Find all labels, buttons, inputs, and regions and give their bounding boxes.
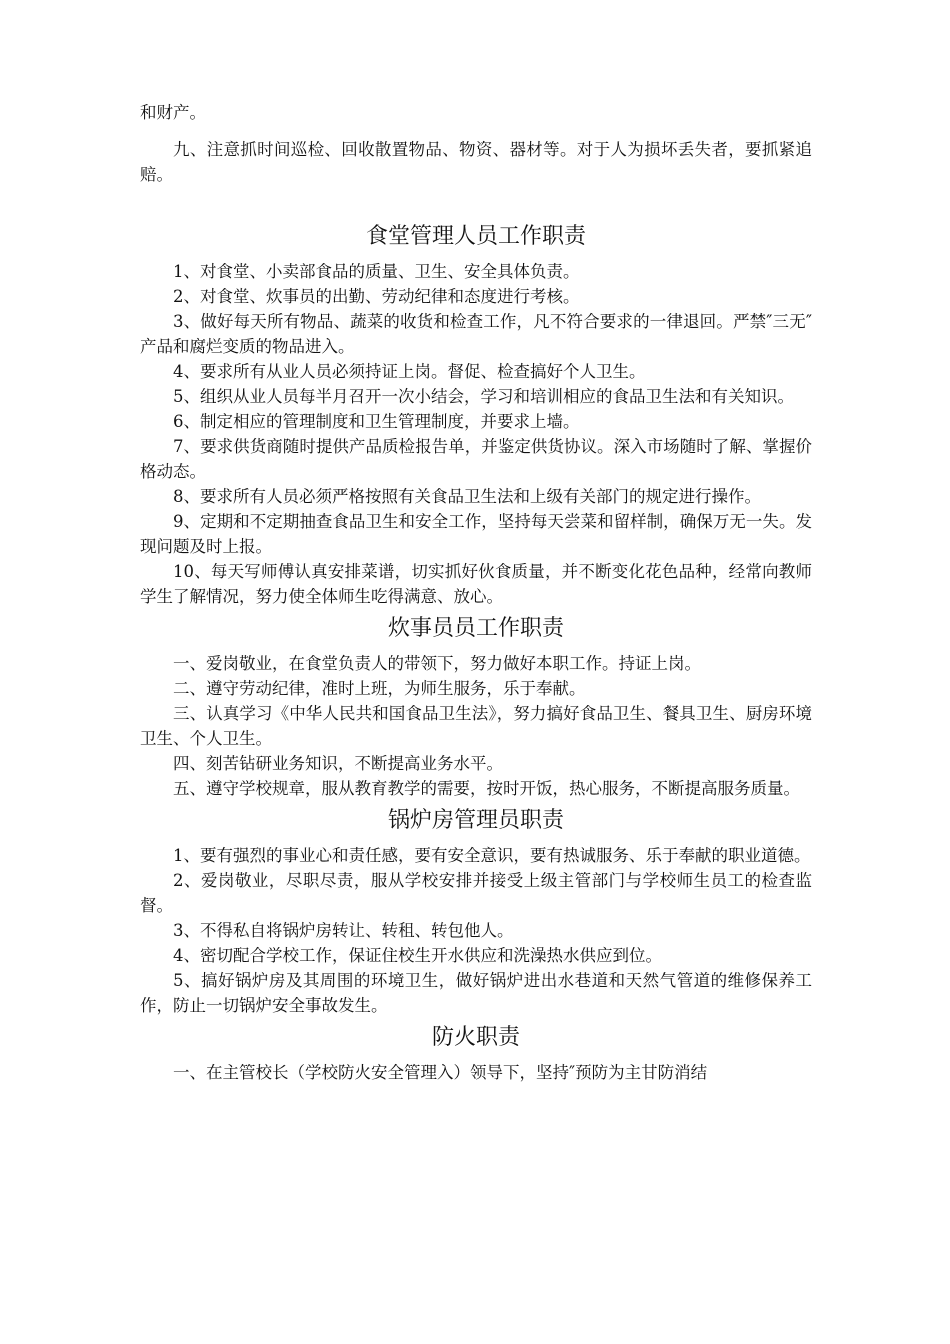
- duty-paragraph: 5、搞好锅炉房及其周围的环境卫生，做好锅炉进出水巷道和天然气管道的维修保养工作，防止一切锅炉安全事故发生。: [140, 971, 812, 1015]
- duty-paragraph: 一、爱岗敬业，在食堂负责人的带领下，努力做好本职工作。持证上岗。: [173, 654, 701, 673]
- duty-paragraph: 2、爱岗敬业，尽职尽责，服从学校安排并接受上级主管部门与学校师生员工的检查监督。: [140, 871, 812, 915]
- section-body-fire-prevention: [140, 1060, 812, 1085]
- section-title-fire-prevention: 防火职责: [431, 1025, 520, 1050]
- document-page: [140, 100, 812, 1085]
- section-title-boiler-room: 锅炉房管理员职责: [387, 808, 564, 833]
- duty-paragraph: 5、组织从业人员每半月召开一次小结会，学习和培训相应的食品卫生法和有关知识。: [173, 387, 794, 406]
- duty-paragraph: 6、制定相应的管理制度和卫生管理制度，并要求上墙。: [173, 412, 580, 431]
- duty-paragraph: 五、遵守学校规章，服从教育教学的需要，按时开饭，热心服务，不断提高服务质量。: [173, 779, 800, 798]
- duty-paragraph: 3、做好每天所有物品、蔬菜的收货和检查工作，凡不符合要求的一律退回。严禁″三无″产品和腐烂变质的物品进入。: [140, 312, 812, 356]
- duty-paragraph: 10、每天写师傅认真安排菜谱，切实抓好伙食质量，并不断变化花色品种，经常向教师学生了解情况，努力使全体师生吃得满意、放心。: [140, 562, 812, 606]
- intro-paragraph-1: 和财产。: [140, 103, 206, 122]
- duty-paragraph: 四、刻苦钻研业务知识，不断提高业务水平。: [173, 754, 503, 773]
- duty-paragraph: 2、对食堂、炊事员的出勤、劳动纪律和态度进行考核。: [173, 287, 580, 306]
- intro-paragraph-2: 九、注意抓时间巡检、回收散置物品、物资、器材等。对于人为损坏丢失者，要抓紧追赔。: [140, 140, 812, 184]
- section-body-boiler-room: [140, 843, 812, 1018]
- duty-paragraph: 1、要有强烈的事业心和责任感，要有安全意识，要有热诚服务、乐于奉献的职业道德。: [173, 846, 811, 865]
- duty-paragraph: 7、要求供货商随时提供产品质检报告单，并鉴定供货协议。深入市场随时了解、掌握价格动态。: [140, 437, 812, 481]
- duty-paragraph: 8、要求所有人员必须严格按照有关食品卫生法和上级有关部门的规定进行操作。: [173, 487, 761, 506]
- section-body-canteen-managers: [140, 259, 812, 609]
- duty-paragraph: 4、要求所有从业人员必须持证上岗。督促、检查搞好个人卫生。: [173, 362, 646, 381]
- duty-paragraph: 一、在主管校长（学校防火安全管理入）领导下，坚持″预防为主甘防消结: [173, 1063, 708, 1082]
- section-title-canteen-managers: 食堂管理人员工作职责: [365, 224, 586, 249]
- duty-paragraph: 1、对食堂、小卖部食品的质量、卫生、安全具体负责。: [173, 262, 580, 281]
- duty-paragraph: 二、遵守劳动纪律，准时上班，为师生服务，乐于奉献。: [173, 679, 586, 698]
- duty-paragraph: 3、不得私自将锅炉房转让、转租、转包他人。: [173, 921, 514, 940]
- duty-paragraph: 4、密切配合学校工作，保证住校生开水供应和洗澡热水供应到位。: [173, 946, 662, 965]
- duty-paragraph: 三、认真学习《中华人民共和国食品卫生法》，努力搞好食品卫生、餐具卫生、厨房环境卫生、个人卫生。: [140, 704, 812, 748]
- section-body-cooks: [140, 651, 812, 801]
- section-title-cooks: 炊事员员工作职责: [387, 616, 564, 641]
- duty-paragraph: 9、定期和不定期抽查食品卫生和安全工作，坚持每天尝菜和留样制，确保万无一失。发现问题及时上报。: [140, 512, 812, 556]
